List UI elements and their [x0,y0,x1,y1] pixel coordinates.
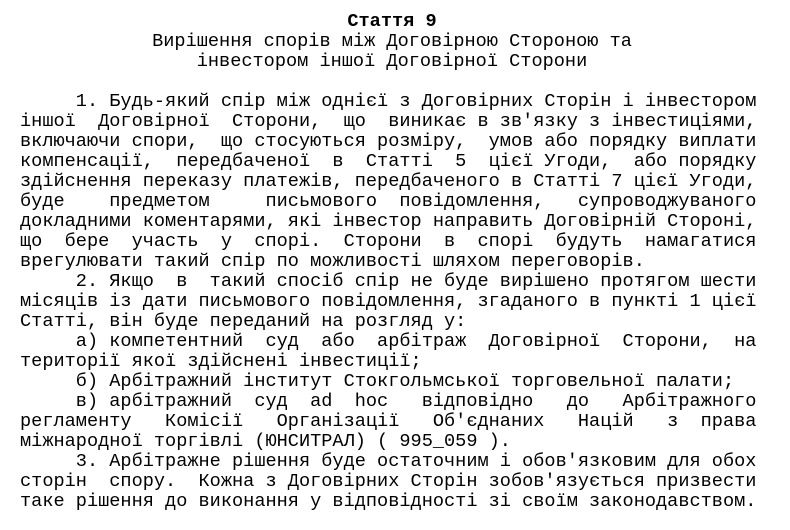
body-line: компенсації, передбаченої в Статті 5 цієї Угоди, або порядку [20,151,757,172]
article-subtitle-line-2: інвестором іншої Договірної Сторони [196,51,588,72]
article-subtitle-line-1: Вирішення спорів між Договірною Стороною та [152,31,632,52]
body-line: врегулювати такий спір по можливості шляхом переговорів. [20,251,645,272]
article-title: Стаття 9 [347,11,437,32]
body-line: докладними коментарями, які інвестор направить Договірній Стороні, [20,211,757,232]
body-line: 2. Якщо в такий спосіб спір не буде вирішено протягом шести [20,271,757,292]
body-line: Статті, він буде переданий на розгляд у: [20,311,467,332]
body-line: що бере участь у спорі. Сторони в спорі будуть намагатися [20,231,757,252]
body-line: а) компетентний суд або арбітраж Договірної Сторони, на [20,331,757,352]
body-line: включаючи спори, що стосуються розміру, умов або порядку виплати [20,131,757,152]
body-line: б) Арбітражний інститут Стокгольмської торговельної палати; [20,371,735,392]
body-line: міжнародної торгівлі (ЮНСИТРАЛ) ( 995_059 ). [20,431,511,452]
blank-line [20,72,764,92]
body-line: регламенту Комісії Організації Об'єднаних Націй з права [20,411,757,432]
body-line: таке рішення до виконання у відповідності зі своїм законодавством. [20,491,757,512]
body-line: території якої здійснені інвестиції; [20,351,422,372]
body-line: 3. Арбітражне рішення буде остаточним і обов'язковим для обох [20,451,757,472]
body-line: в) арбітражний суд ad hoc відповідно до Арбітражного [20,391,757,412]
body-line: здійснення переказу платежів, передбаченого в Статті 7 цієї Угоди, [20,171,757,192]
body-line: буде предметом письмового повідомлення, супроводжуваного [20,191,757,212]
body-line: сторін спору. Кожна з Договірних Сторін зобов'язується призвести [20,471,757,492]
body-line: місяців із дати письмового повідомлення, згаданого в пункті 1 цієї [20,291,757,312]
body-line: 1. Будь-який спір між однієї з Договірних Сторін і інвестором [20,91,757,112]
body-line: іншої Договірної Сторони, що виникає в зв'язку з інвестиціями, [20,111,757,132]
